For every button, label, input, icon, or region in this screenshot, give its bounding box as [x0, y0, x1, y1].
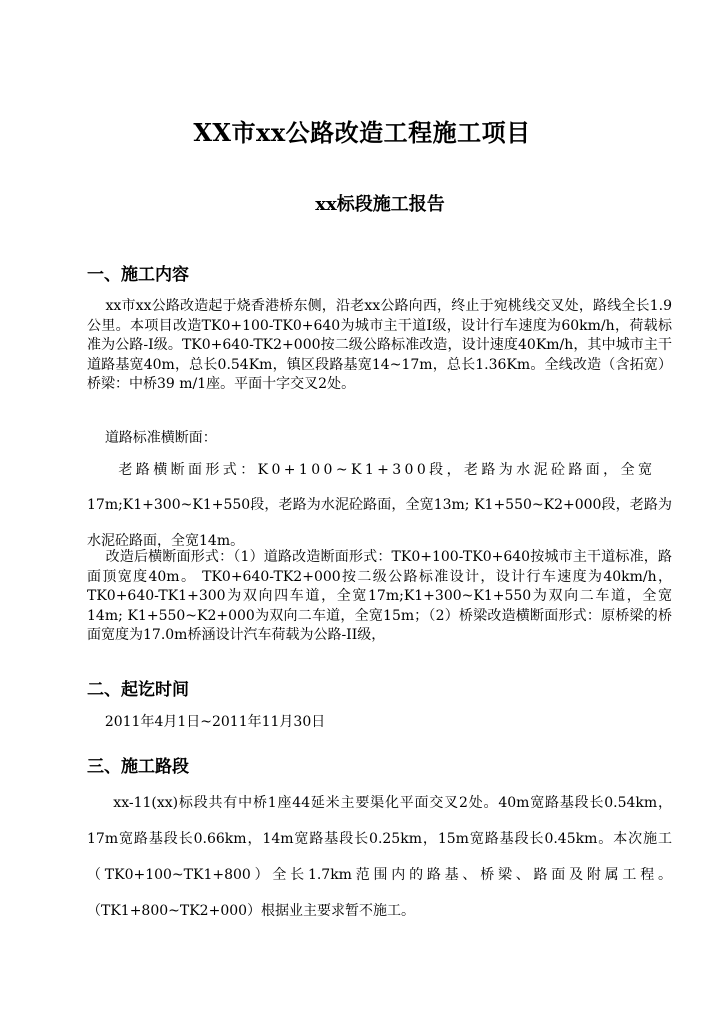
paragraph-old-road-widths: 17m;K1+300~K1+550段，老路为水泥砼路面，全宽13m; K1+550~K2+000段，老路为水泥砼路面，全宽14m。 — [87, 497, 672, 549]
section-heading-schedule: 二、起讫时间 — [87, 680, 189, 700]
paragraph-project-overview: xx市xx公路改造起于烧香港桥东侧，沿老xx公路向西，终止于宛桃线交叉处，路线全长1.9公里。本项目改造TK0+100-TK0+640为城市主干道I级，设计行车速度为60km/h，荷载标准为公路-I级。TK0+640-TK2+000按二级公路标准改造，设计速度40Km/h，其中城市主干道路基宽40m，总长0.54Km，镇区段路基宽14~17m，总长1.36Km。全线改造（含拓宽）桥梁：中桥39 m/1座。平面十字交叉2处。 — [87, 298, 672, 392]
document-title: XX市xx公路改造工程施工项目 — [193, 118, 531, 147]
paragraph-road-sections: xx-11(xx)标段共有中桥1座44延米主要渠化平面交叉2处。40m宽路基段长0.54km，17m宽路基段长0.66km，14m宽路基段长0.25km，15m宽路基段长0.45km。本次施工（TK0+100~TK1+800）全长1.7km范围内的路基、桥梁、路面及附属工程。（TK1+800~TK2+000）根据业主要求暂不施工。 — [87, 795, 672, 919]
paragraph-old-road-section: 老路横断面形式：K0+100~K1+300段，老路为水泥砼路面，全宽 — [87, 462, 656, 478]
paragraph-cross-section-label: 道路标准横断面： — [87, 430, 217, 446]
section-heading-road-sections: 三、施工路段 — [87, 757, 189, 777]
paragraph-schedule-dates: 2011年4月1日~2011年11月30日 — [87, 714, 326, 730]
section-heading-content: 一、施工内容 — [87, 265, 189, 285]
document-subtitle: xx标段施工报告 — [315, 194, 445, 215]
paragraph-new-cross-section: 改造后横断面形式：（1）道路改造断面形式：TK0+100-TK0+640按城市主干道标准，路面顶宽度40m。 TK0+640-TK2+000按二级公路标准设计，设计行车速度为40km/h， TK0+640-TK1+300为双向四车道，全宽17m;K1+300~K1+550为双向二车道，全宽14m; K1+550~K2+000为双向二车道，全宽15m；（2）桥梁改造横断面形式：原桥梁的桥面宽度为17.0m桥涵设计汽车荷载为公路-II级， — [87, 549, 681, 643]
